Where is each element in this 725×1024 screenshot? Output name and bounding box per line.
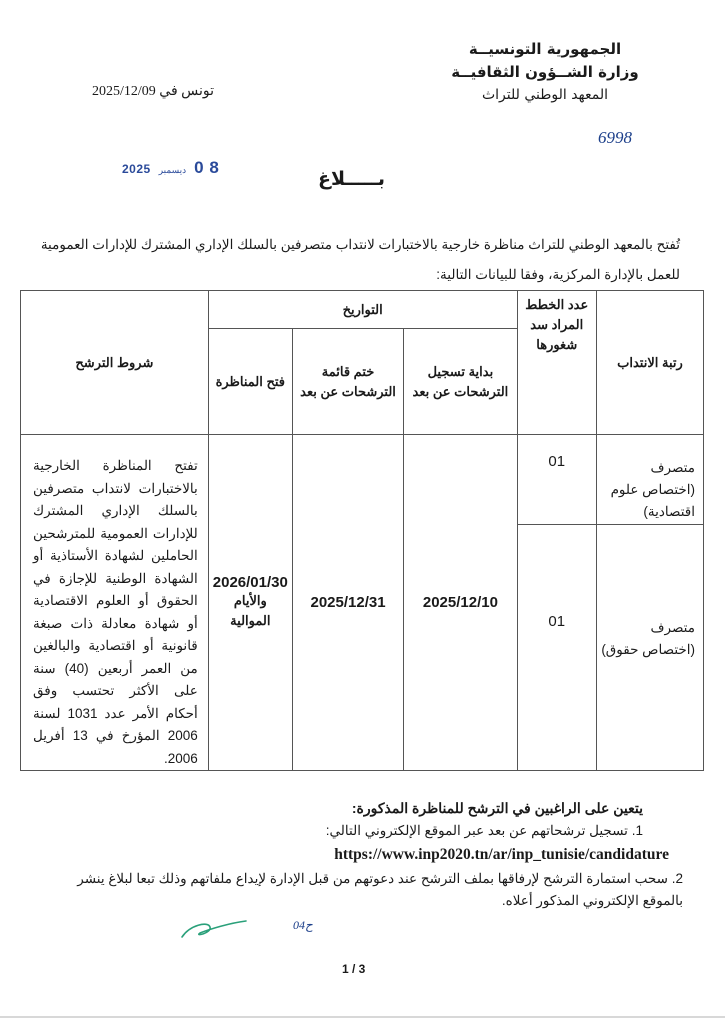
positions-cell: 01 (517, 525, 596, 771)
positions-cell: 01 (517, 435, 596, 525)
scan-edge (0, 1016, 725, 1018)
item-number: 2. (671, 871, 683, 886)
competition-open-date: 2026/01/30 (212, 574, 288, 591)
stamp-month: ديسمبر (158, 165, 187, 175)
header-conditions: شروط الترشح (21, 291, 209, 435)
item-text: تسجيل ترشحاتهم عن بعد عبر الموقع الإلكتروني التالي: (325, 823, 628, 838)
candidature-url[interactable]: https://www.inp2020.tn/ar/inp_tunisie/candidature (334, 846, 669, 863)
notice-title: بـــــلاغ (318, 168, 386, 190)
header-competition-open: فتح المناظرة (208, 329, 292, 435)
registration-end-cell: 2025/12/31 (292, 435, 403, 771)
stamp-year: 2025 (122, 162, 151, 176)
header-registration-start: بداية تسجيل الترشحات عن بعد (404, 329, 517, 435)
date-stamp (122, 158, 219, 178)
requirements-heading: يتعين على الراغبين في الترشح للمناظرة المذكورة: (351, 800, 643, 816)
page-number: 1 / 3 (342, 962, 366, 976)
competition-open-suffix: والأيام الموالية (230, 593, 271, 628)
header-grade: رتبة الانتداب (596, 291, 703, 435)
requirements-section (77, 796, 683, 912)
table-header-row (21, 291, 704, 329)
stamp-day: 0 8 (194, 158, 220, 177)
letterhead (445, 38, 645, 107)
requirement-item-2 (73, 868, 683, 912)
reference-number: 6998 (598, 128, 632, 147)
letterhead-institute: المعهد الوطني للتراث (481, 87, 609, 103)
header-dates: التواريخ (208, 291, 517, 329)
letterhead-ministry: وزارة الشــؤون الثقافيــة (451, 63, 639, 81)
intro-paragraph: تُفتح بالمعهد الوطني للتراث مناظرة خارجية بالاختبارات لانتداب متصرفين بالسلك الإداري المشترك للإدارات العمومية للعمل بالإدارة المركزية، وفقا للبيانات التالية: (40, 237, 680, 282)
header-registration-end: ختم قائمة الترشحات عن بعد (292, 329, 403, 435)
item-text: سحب استمارة الترشح لإرفاقها بملف الترشح عند دعوتهم من قبل الإدارة لإيداع ملفاتهم وذلك تبعا لبلاغ ينشر بالموقع الإلكتروني المذكور أعلاه. (77, 871, 683, 908)
item-number: 1. (631, 823, 643, 838)
letterhead-republic: الجمهورية التونسيــة (468, 40, 622, 58)
conditions-cell: تفتح المناظرة الخارجية بالاختبارات لانتداب متصرفين بالسلك الإداري المشترك للإدارات العمومية للمترشحين الحاملين لشهادة الأستاذية أو الشهادة الوطنية للإجازة في الحقوق أو العلوم الاقتصادية أو شهادة معادلة ذات صبغة قانونية أو اقتصادية والبالغين من العمر أربعين (40) سنة على الأكثر تحتسب وفق أحكام الأمر عدد 1031 لسنة 2006 المؤرخ في 13 أفريل 2006. (21, 435, 209, 771)
registration-start-cell: 2025/12/10 (404, 435, 517, 771)
requirement-item-1 (83, 820, 643, 842)
grade-cell: متصرف (اختصاص حقوق) (596, 525, 703, 771)
competition-table (20, 290, 704, 771)
signature-mark (180, 915, 250, 945)
competition-open-cell (208, 435, 292, 771)
header-positions: عدد الخطط المراد سد شغورها (517, 291, 596, 435)
table-row (21, 435, 704, 525)
city-date: تونس في 2025/12/09 (92, 84, 215, 99)
handwritten-initials: ح04 (293, 918, 313, 932)
grade-cell: متصرف (اختصاص علوم اقتصادية) (596, 435, 703, 525)
